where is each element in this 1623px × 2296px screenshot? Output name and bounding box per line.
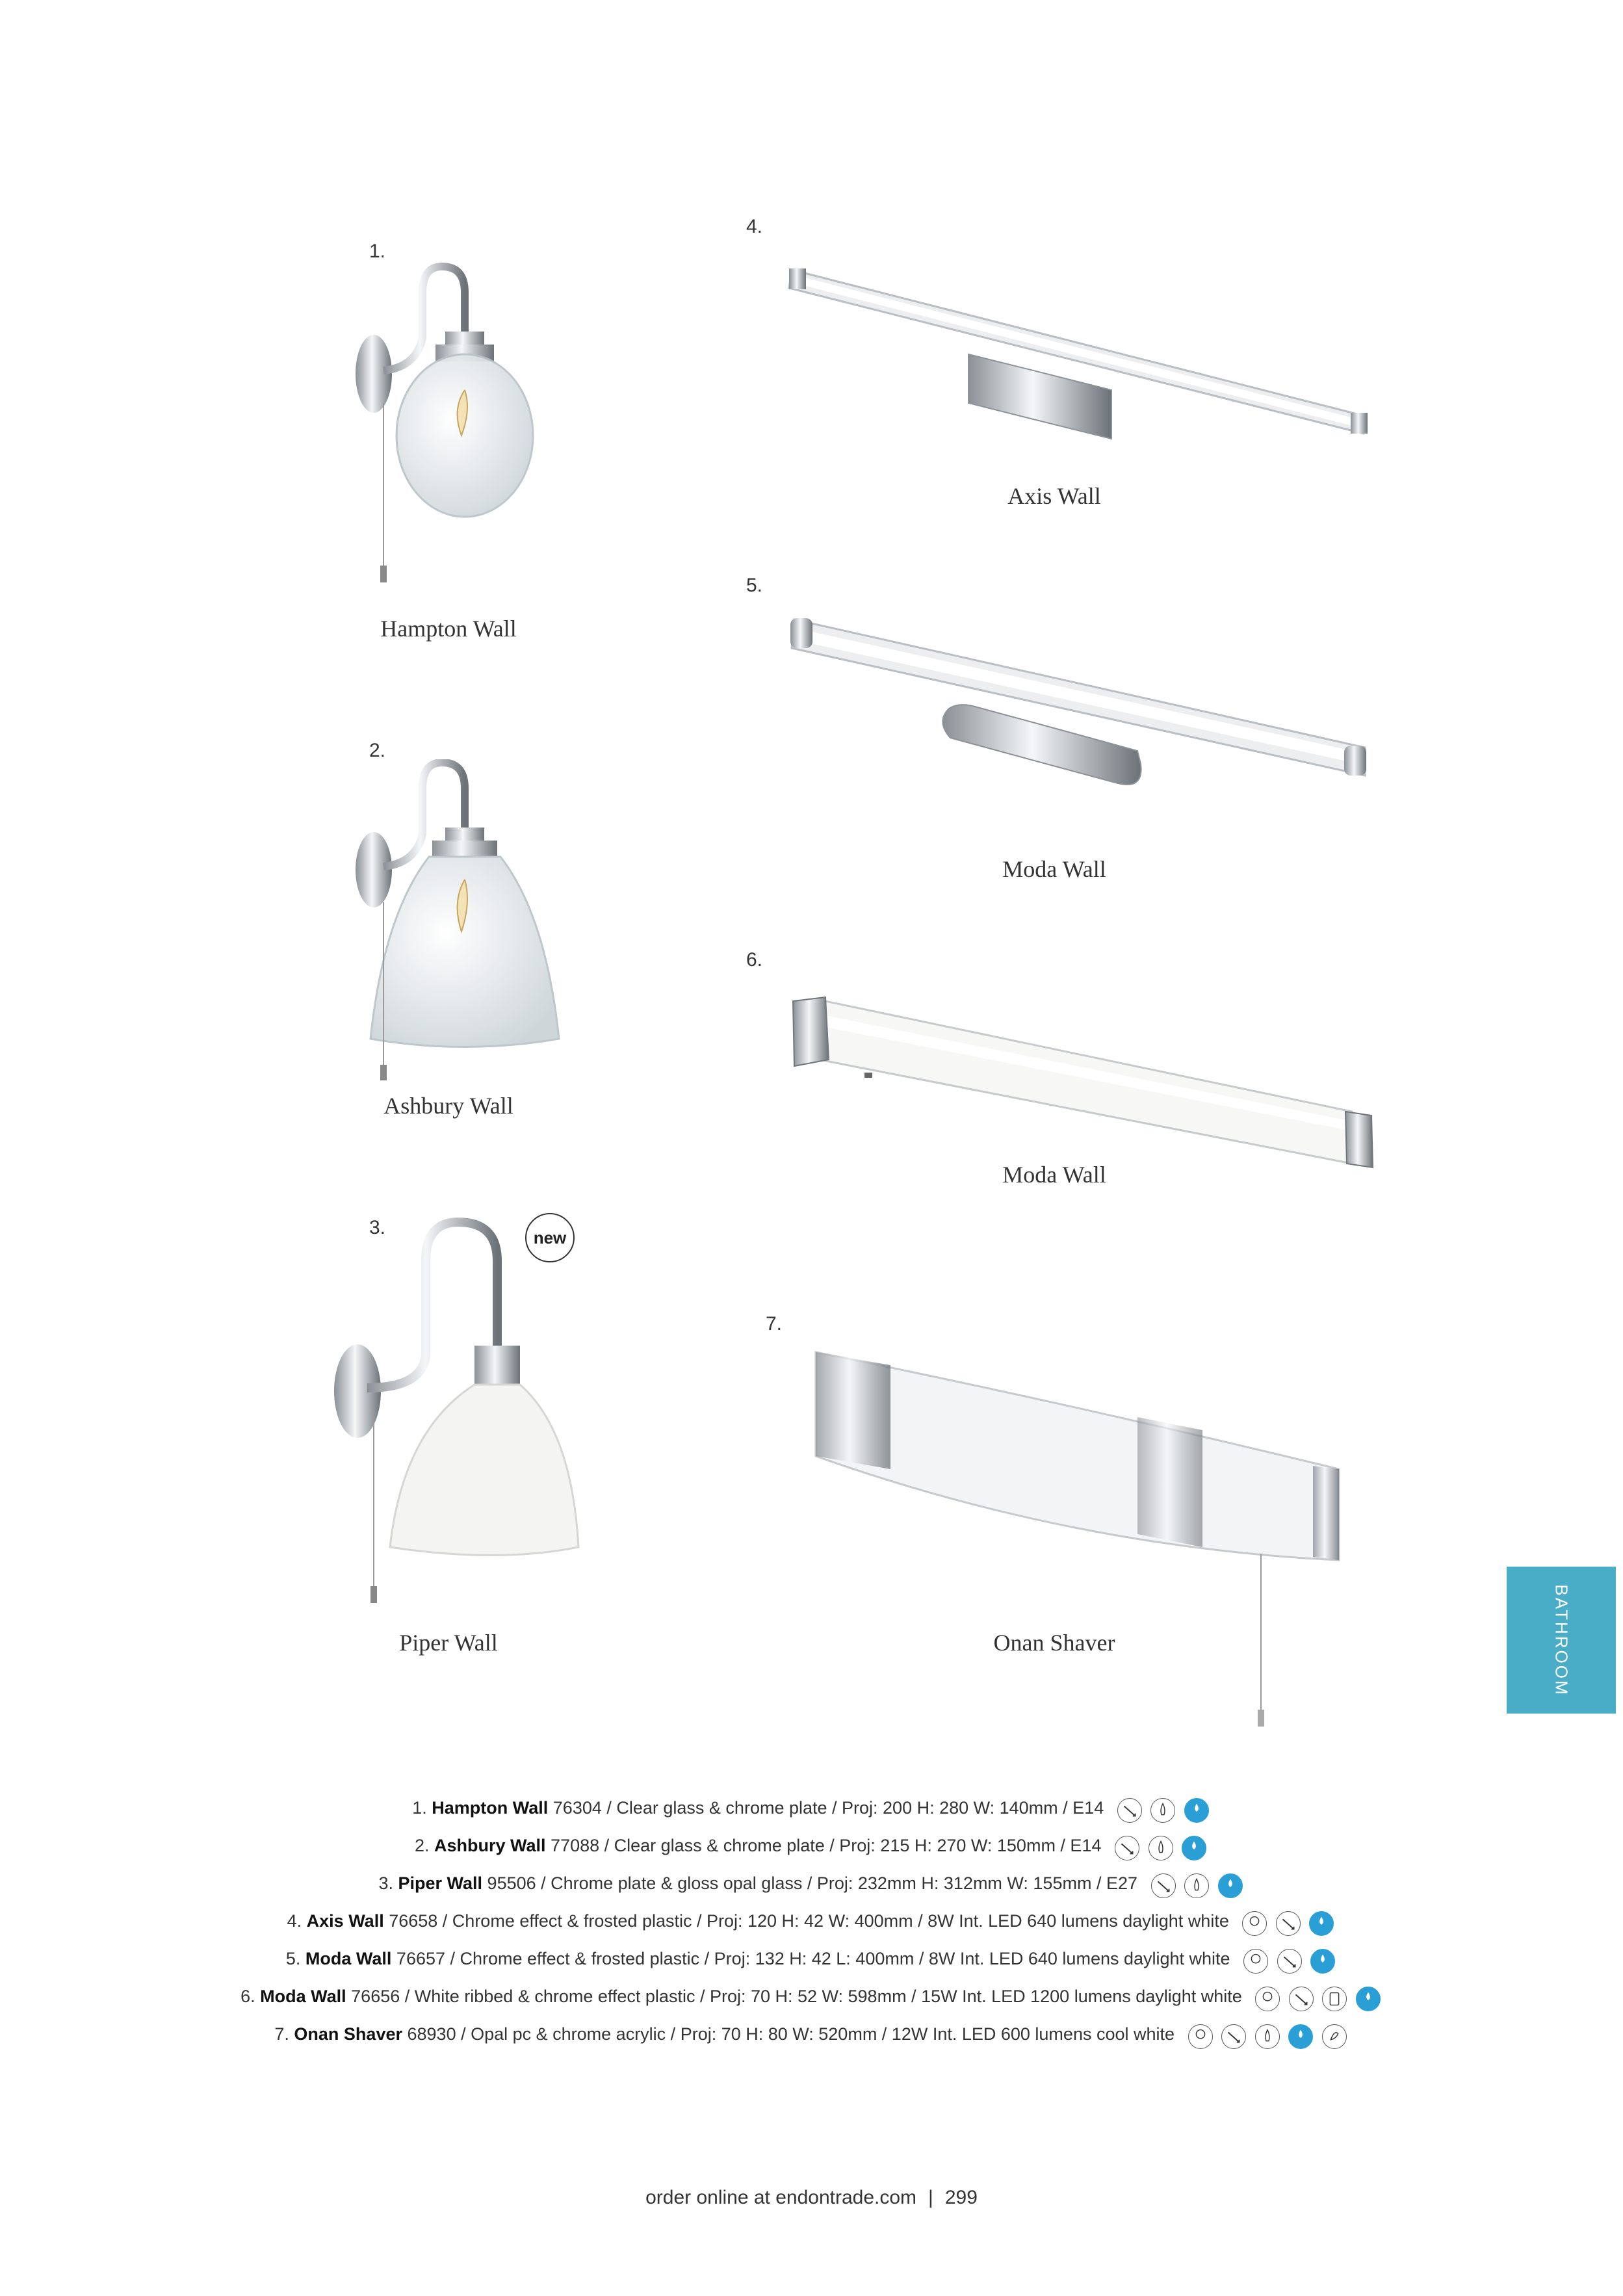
moda-wall-ribbed-image: [780, 988, 1378, 1183]
product-number: 5.: [746, 575, 763, 596]
spec-name: Piper Wall: [398, 1873, 483, 1893]
spec-index: 2.: [414, 1836, 430, 1855]
feature-icons: [1240, 1903, 1336, 1941]
adjustable-icon: [1117, 1798, 1142, 1823]
product-number: 7.: [766, 1313, 783, 1335]
feature-icons: [1186, 2016, 1349, 2054]
moda-wall-image: [780, 608, 1378, 822]
ashbury-wall-image: [338, 759, 572, 1084]
spec-index: 5.: [285, 1949, 301, 1968]
spec-detail: 68930 / Opal pc & chrome acrylic / Proj: 70 H: 80 W: 520mm / 12W Int. LED 600 lumens cool white: [407, 2024, 1175, 2044]
spec-list: [0, 1789, 1623, 2053]
footer-separator: |: [928, 2187, 933, 2208]
ip44-icon: [1310, 1949, 1335, 1974]
page-number: 299: [944, 2187, 978, 2208]
led-icon: [1242, 1911, 1267, 1936]
product-number: 2.: [369, 740, 386, 761]
feature-icons: [1241, 1941, 1337, 1979]
new-badge: new: [525, 1213, 575, 1262]
spec-detail: 76304 / Clear glass & chrome plate / Proj: 200 H: 280 W: 140mm / E14: [552, 1798, 1104, 1818]
spec-line: [0, 1977, 1623, 2015]
product-name: Ashbury Wall: [383, 1093, 513, 1119]
spec-line: [0, 1902, 1623, 1940]
adjustable-icon: [1115, 1836, 1139, 1860]
bulb-icon: [1184, 1873, 1209, 1898]
section-tab-label: BATHROOM: [1552, 1584, 1572, 1697]
ip44-icon: [1182, 1836, 1206, 1860]
spec-name: Ashbury Wall: [434, 1836, 546, 1855]
axis-wall-image: [780, 257, 1378, 452]
ip44-icon: [1184, 1798, 1209, 1823]
section-tab[interactable]: [1507, 1567, 1616, 1714]
adjustable-icon: [1277, 1949, 1302, 1974]
feature-icons: [1253, 1979, 1383, 2016]
spec-detail: 77088 / Clear glass & chrome plate / Proj: 215 H: 270 W: 150mm / E14: [551, 1836, 1102, 1855]
bulb-icon: [1149, 1836, 1173, 1860]
product-name: Moda Wall: [1002, 856, 1106, 882]
spec-index: 1.: [412, 1798, 427, 1818]
piper-wall-image: [312, 1216, 598, 1619]
spec-index: 7.: [274, 2024, 289, 2044]
led-icon: [1243, 1949, 1268, 1974]
spec-detail: 76656 / White ribbed & chrome effect plastic / Proj: 70 H: 52 W: 598mm / 15W Int. LED 1200 lumens daylight white: [351, 1987, 1242, 2006]
product-name: Onan Shaver: [993, 1630, 1115, 1656]
shaver-icon: [1322, 2024, 1347, 2049]
adjustable-icon: [1221, 2024, 1246, 2049]
feature-icons: [1115, 1790, 1211, 1828]
spec-name: Moda Wall: [260, 1987, 346, 2006]
spec-line: [0, 1864, 1623, 1902]
product-name: Moda Wall: [1002, 1162, 1106, 1188]
led-icon: [1188, 2024, 1213, 2049]
hampton-wall-image: [338, 260, 572, 598]
spec-name: Moda Wall: [305, 1949, 392, 1968]
product-number: 1.: [369, 241, 386, 262]
spec-line: [0, 2015, 1623, 2053]
switch-icon: [1322, 1987, 1347, 2011]
spec-index: 4.: [287, 1911, 302, 1931]
spec-detail: 76658 / Chrome effect & frosted plastic / Proj: 120 H: 42 W: 400mm / 8W Int. LED 640 lumens daylight white: [389, 1911, 1229, 1931]
product-name: Axis Wall: [1007, 483, 1101, 509]
spec-line: [0, 1940, 1623, 1977]
adjustable-icon: [1151, 1873, 1176, 1898]
ip44-icon: [1288, 2024, 1313, 2049]
spec-detail: 76657 / Chrome effect & frosted plastic / Proj: 132 H: 42 L: 400mm / 8W Int. LED 640 lumens daylight white: [396, 1949, 1230, 1968]
bulb-icon: [1255, 2024, 1280, 2049]
spec-name: Hampton Wall: [432, 1798, 549, 1818]
ip44-icon: [1218, 1873, 1243, 1898]
spec-line: [0, 1789, 1623, 1827]
spec-name: Axis Wall: [306, 1911, 384, 1931]
spec-name: Onan Shaver: [294, 2024, 402, 2044]
bulb-icon: [1150, 1798, 1175, 1823]
feature-icons: [1149, 1866, 1245, 1903]
ip44-icon: [1309, 1911, 1334, 1936]
adjustable-icon: [1289, 1987, 1314, 2011]
product-number: 6.: [746, 949, 763, 971]
adjustable-icon: [1276, 1911, 1301, 1936]
feature-icons: [1113, 1828, 1208, 1866]
footer-link[interactable]: order online at endontrade.com: [645, 2187, 917, 2208]
product-name: Hampton Wall: [380, 616, 517, 642]
product-number: 3.: [369, 1217, 386, 1238]
ip44-icon: [1356, 1987, 1381, 2011]
spec-index: 6.: [240, 1987, 255, 2006]
spec-line: [0, 1827, 1623, 1864]
product-number: 4.: [746, 216, 763, 237]
spec-detail: 95506 / Chrome plate & gloss opal glass / Proj: 232mm H: 312mm W: 155mm / E27: [487, 1873, 1137, 1893]
footer: [0, 2187, 1623, 2209]
led-icon: [1255, 1987, 1280, 2011]
onan-shaver-image: [799, 1339, 1365, 1736]
product-name: Piper Wall: [399, 1630, 498, 1656]
spec-index: 3.: [378, 1873, 393, 1893]
